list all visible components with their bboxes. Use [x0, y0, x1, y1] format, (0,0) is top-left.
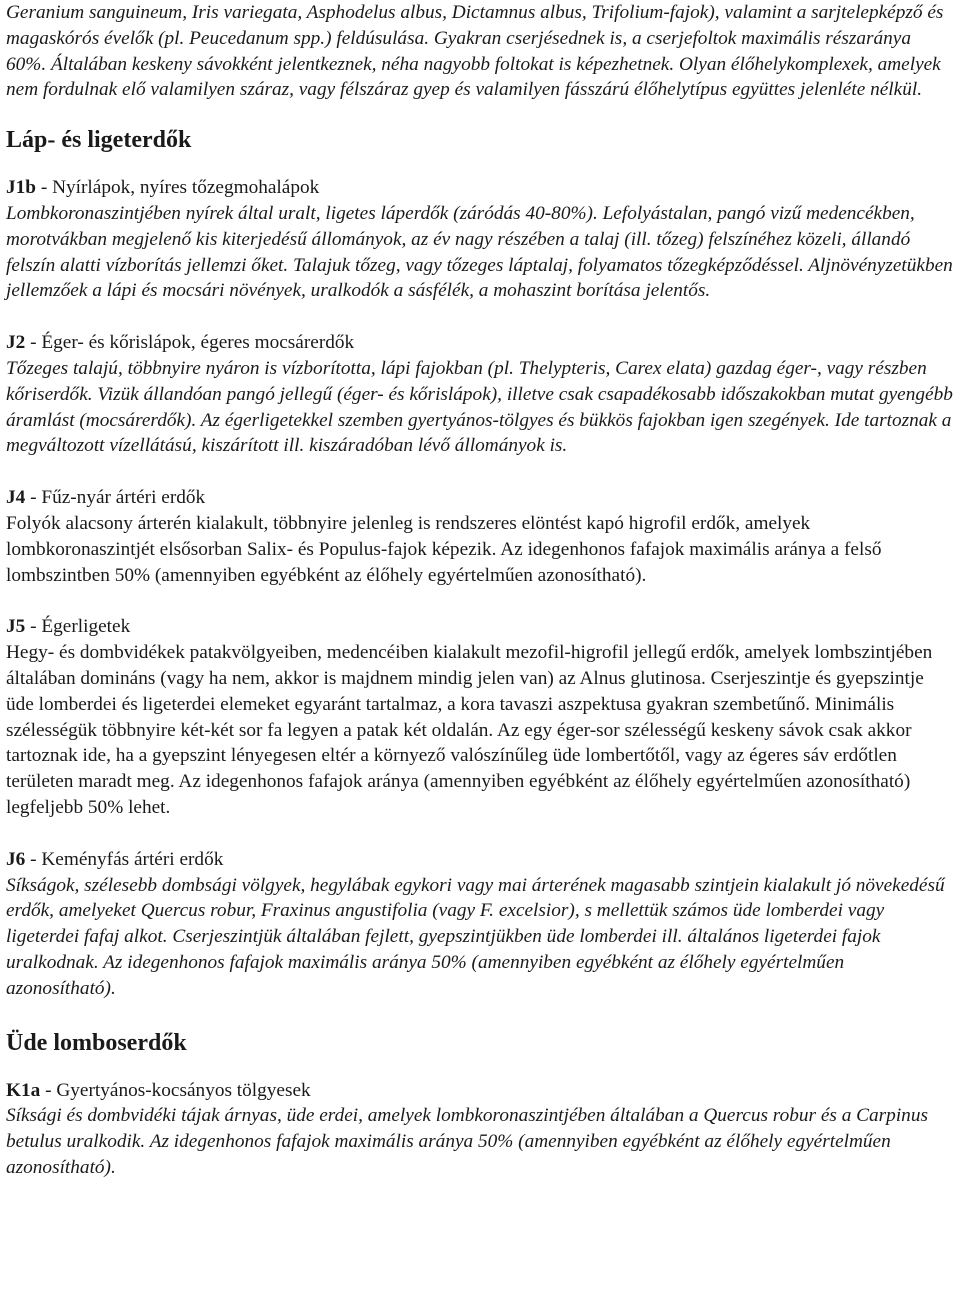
habitat-description: Folyók alacsony árterén kialakult, többnyire jelenleg is rendszeres elöntést kapó higrofil erdők, amelyek lombkoronaszintjét elsősorban Salix- és Populus-fajok képezik. Az idegenhonos fafajok maximális aránya a felső lombszintben 50% (amennyiben egyébként az élőhely egyértelműen azonosítható). [6, 512, 882, 586]
habitat-description: Síkságok, szélesebb dombsági völgyek, hegylábak egykori vagy mai árterének magasabb szintjein kialakult jó növekedésű erdők, amelyeket Quercus robur, Fraxinus angustifolia (vagy F. excelsior), s mellettük számos üde lomberdei vagy ligeterdei fafaj alkot. Cserjeszintjük általában fejlett, gyepszintjükben üde lomberdei ill. általános ligeterdei fajok uralkodnak. Az idegenhonos fafajok maximális aránya 50% (amennyiben egyébként az élőhely egyértelműen azonosítható). [6, 874, 945, 999]
habitat-code: J6 [6, 848, 26, 870]
habitat-code: J5 [6, 616, 26, 638]
habitat-heading [6, 847, 954, 873]
habitat-name: Fűz-nyár ártéri erdők [41, 487, 206, 509]
section-title-lap-es-ligeterdok: Láp- és ligeterdők [6, 127, 192, 154]
habitat-k1a [6, 1078, 954, 1181]
habitat-separator: - [25, 332, 42, 354]
habitat-heading [6, 330, 954, 356]
habitat-code: K1a [6, 1079, 41, 1101]
habitat-separator: - [25, 616, 42, 638]
intro-paragraph: Geranium sanguineum, Iris variegata, Asphodelus albus, Dictamnus albus, Trifolium-fajok), valamint a sarjtelepképző és magaskórós évelők (pl. Peucedanum spp.) feldúsulása. Gyakran cserjésednek is, a cserjefoltok maximális részaránya 60%. Általában keskeny sávokként jelentkeznek, néha nagyobb foltokat is képezhetnek. Olyan élőhelykomplexek, amelyek nem fordulnak elő valamilyen száraz, vagy félszáraz gyep és valamilyen fásszárú élőhelytípus együttes jelenléte nélkül. [6, 2, 944, 101]
habitat-name: Keményfás ártéri erdők [41, 848, 224, 870]
habitat-description: Tőzeges talajú, többnyire nyáron is vízborította, lápi fajokban (pl. Thelypteris, Carex elata) gazdag éger-, vagy részben kőriserdők. Vizük állandóan pangó jellegű (éger- és kőrislápok), illetve csak csapadékosabb időszakokban mutat gyengébb áramlást (mocsárerdők). Az égerligetekkel szemben gyertyános-tölgyes és bükkös fajokban igen szegények. Ide tartoznak a megváltozott vízellátású, kiszárított ill. kiszáradóban lévő állományok is. [6, 357, 953, 457]
habitat-separator: - [36, 177, 53, 199]
habitat-heading [6, 175, 954, 201]
habitat-j6 [6, 847, 954, 1002]
habitat-j5 [6, 614, 954, 820]
habitat-description: Síksági és dombvidéki tájak árnyas, üde erdei, amelyek lombkoronaszintjében általában a Quercus robur és a Carpinus betulus uralkodik. Az idegenhonos fafajok maximális aránya 50% (amennyiben egyébként az élőhely egyértelműen azonosítható). [6, 1105, 928, 1178]
habitat-description: Lombkoronaszintjében nyírek által uralt, ligetes láperdők (záródás 40-80%). Lefolyástalan, pangó vizű medencékben, morotvákban megjelenő kis kiterjedésű állományok, az év nagy részében a talaj (ill. tőzeg) felszínéhez közeli, állandó felszín alatti vízborítás jellemzi őket. Talajuk tőzeg, vagy tőzeges láptalaj, folyamatos tőzegképződéssel. Aljnövényzetükben jellemzőek a lápi és mocsári növények, uralkodók a sásfélék, a mohaszint borítása jelentős. [6, 202, 953, 302]
habitat-separator: - [40, 1079, 57, 1101]
habitat-separator: - [25, 848, 42, 870]
habitat-name: Égerligetek [41, 616, 131, 638]
habitat-separator: - [25, 487, 42, 509]
habitat-j2 [6, 330, 954, 459]
habitat-name: Éger- és kőrislápok, égeres mocsárerdők [41, 332, 355, 354]
habitat-j1b [6, 175, 954, 304]
section-title-ude-lomboserdok: Üde lomboserdők [6, 1029, 187, 1056]
habitat-description: Hegy- és dombvidékek patakvölgyeiben, medencéiben kialakult mezofil-higrofil jellegű erdők, amelyek lombszintjében általában domináns (vagy ha nem, akkor is majdnem mindig jelen van) az Alnus glutinosa. Cserjeszintje és gyepszintje üde lomberdei és ligeterdei elemeket egyaránt tartalmaz, a kora tavaszi aszpektusa gyakran szembetűnő. Minimális szélességük többnyire két-két sor fa legyen a patak két oldalán. Az egy éger-sor szélességű keskeny sávok csak akkor tartoznak ide, ha a gyepszint lényegesen eltér a környező valószínűleg üde lombertőtől, vagy az égeres sáv erdőtlen területen maradt meg. Az idegenhonos fafajok aránya (amennyiben egyébként az élőhely egyértelműen azonosítható) legfeljebb 50% lehet. [6, 642, 933, 818]
habitat-code: J1b [6, 177, 37, 199]
habitat-name: Gyertyános-kocsányos tölgyesek [56, 1079, 311, 1101]
habitat-j4 [6, 485, 954, 588]
habitat-name: Nyírlápok, nyíres tőzegmohalápok [52, 177, 320, 199]
habitat-heading [6, 1078, 954, 1104]
habitat-code: J4 [6, 487, 26, 509]
habitat-code: J2 [6, 332, 26, 354]
habitat-heading [6, 614, 954, 640]
habitat-heading [6, 485, 954, 511]
